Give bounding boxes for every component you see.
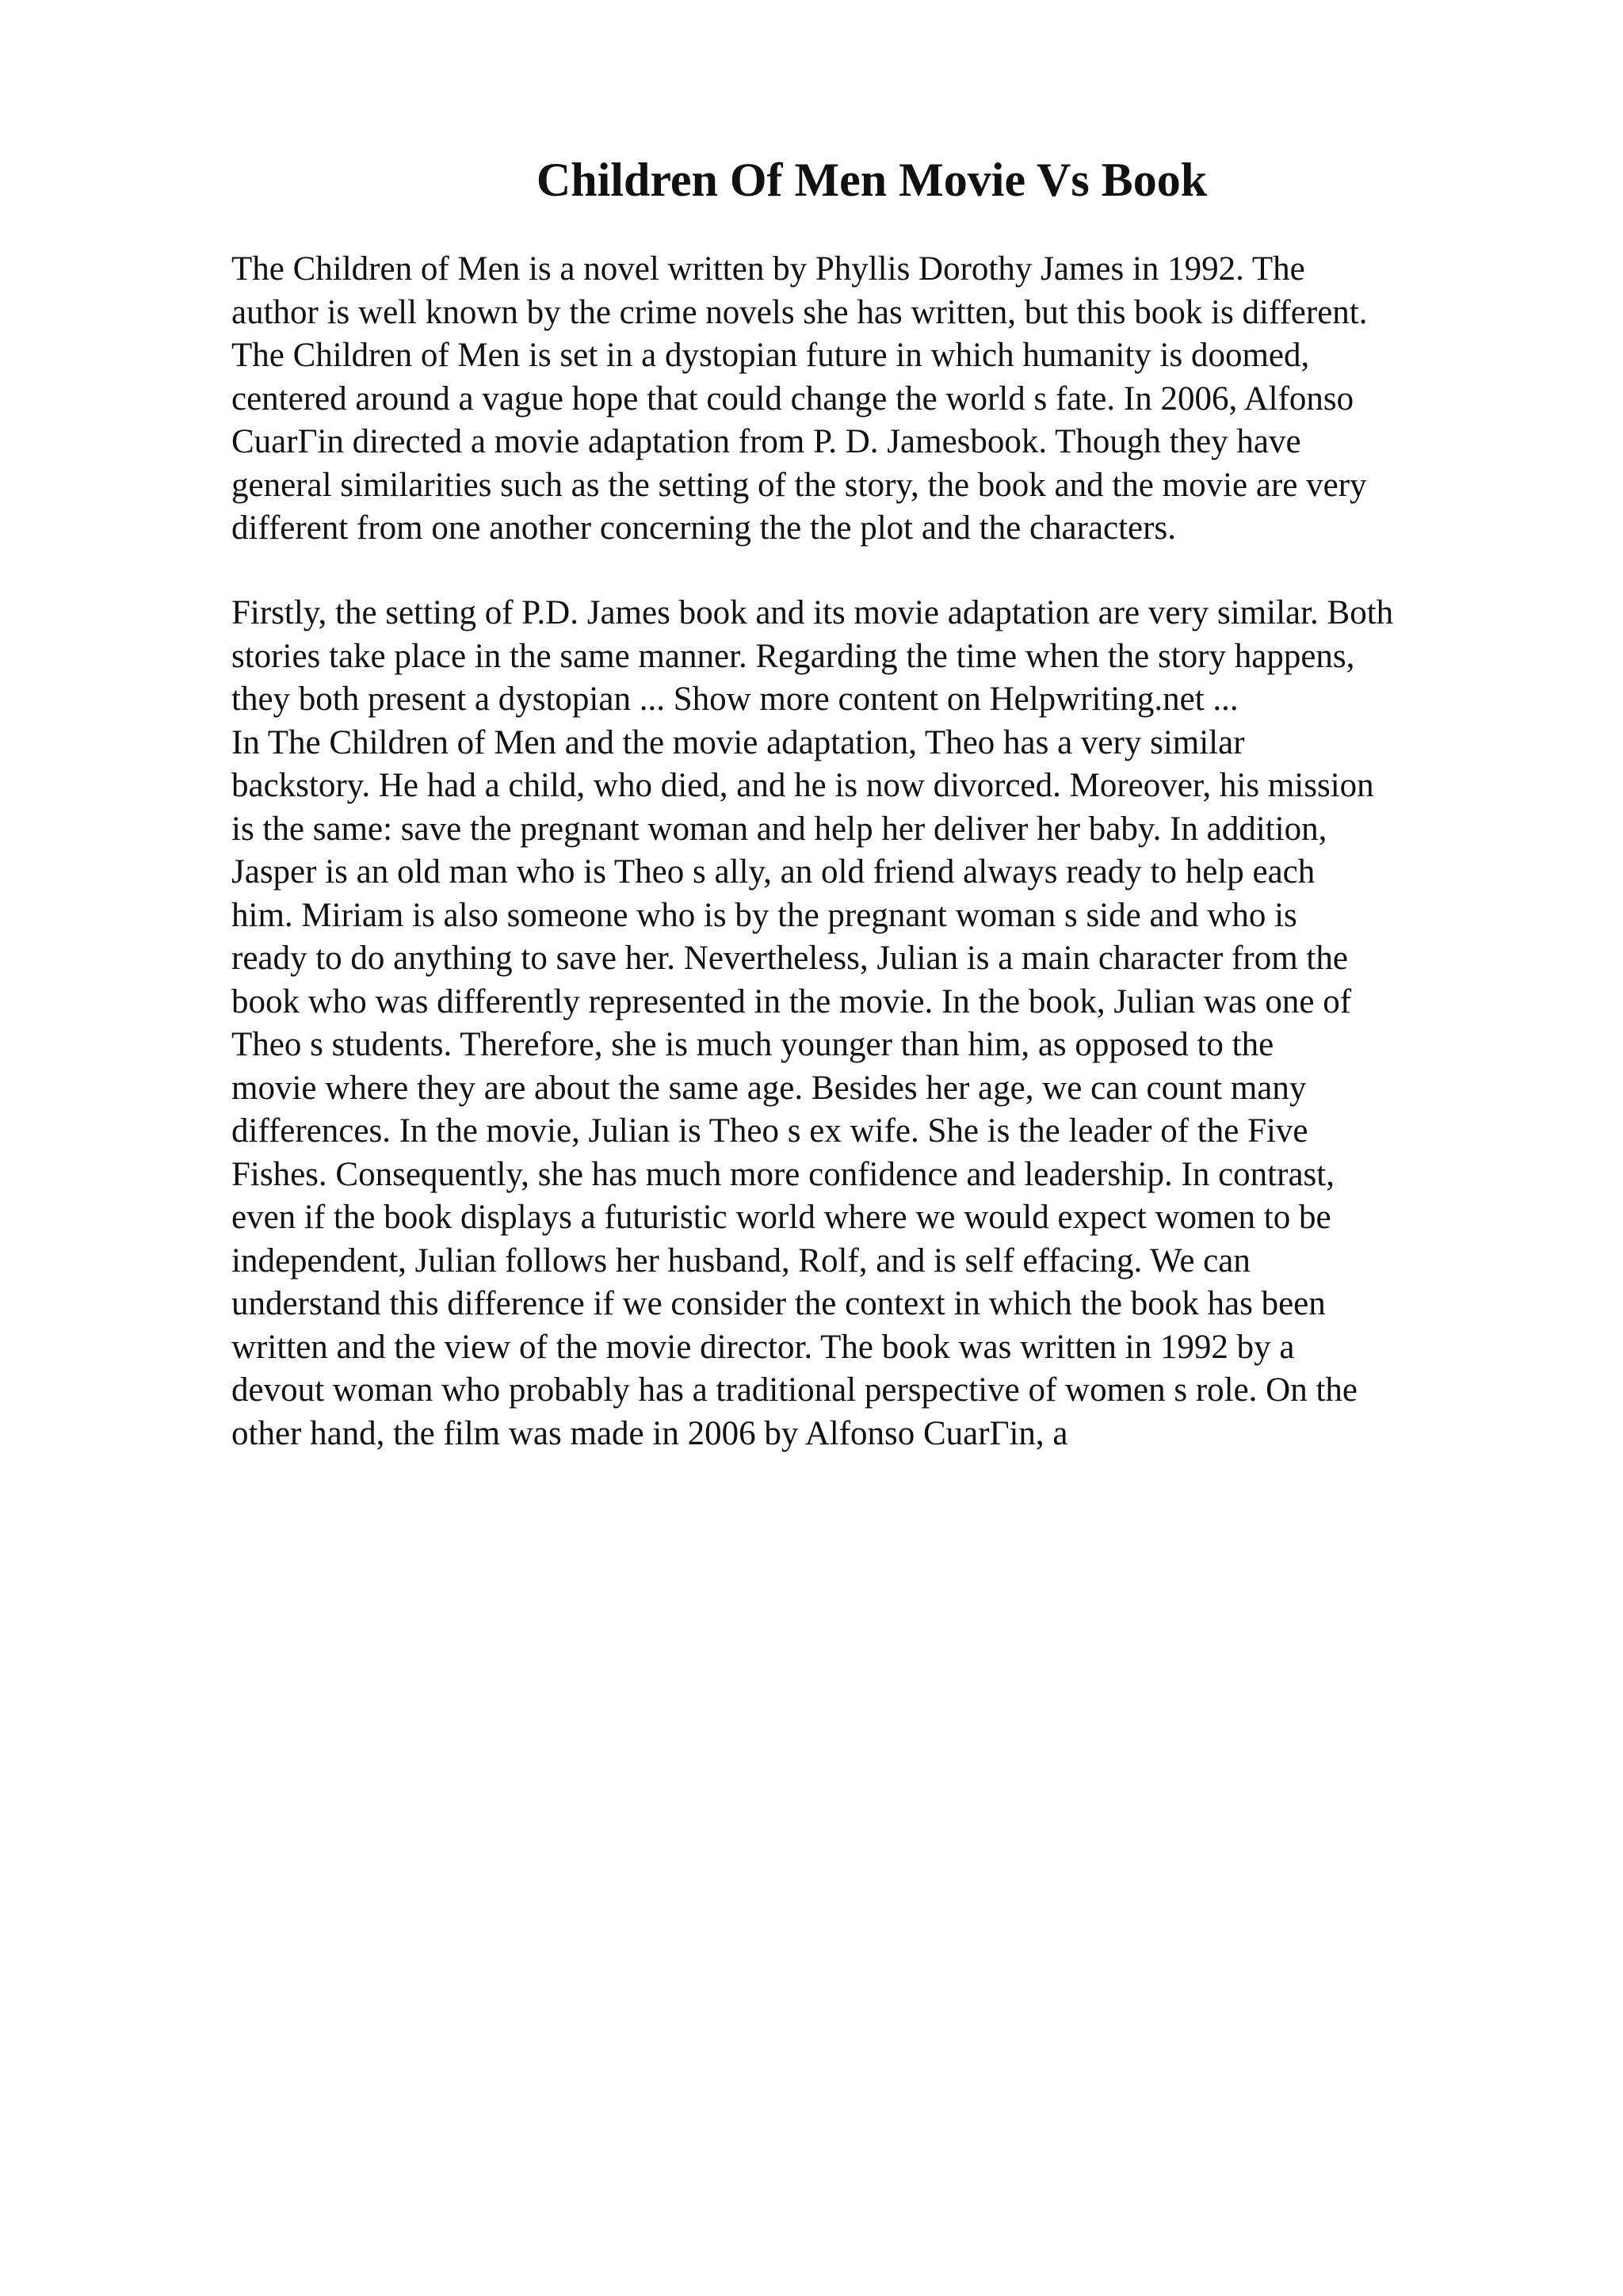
text-line: centered around a vague hope that could change the world s fate. In 2006, Alfonso — [231, 379, 1354, 418]
text-line: different from one another concerning the the plot and the characters. — [231, 509, 1176, 547]
text-line: they both present a dystopian ... Show more content on Helpwriting.net ... — [231, 681, 1239, 718]
text-line: understand this difference if we consider the context in which the book has been — [231, 1285, 1326, 1322]
document-title: Children Of Men Movie Vs Book — [536, 154, 1208, 206]
text-line: In The Children of Men and the movie adaptation, Theo has a very similar — [231, 723, 1245, 761]
text-line: ready to do anything to save her. Nevertheless, Julian is a main character from the — [231, 940, 1348, 977]
text-line: him. Miriam is also someone who is by the pregnant woman s side and who is — [231, 896, 1297, 934]
text-line: written and the view of the movie director. The book was written in 1992 by a — [231, 1328, 1295, 1366]
text-line: movie where they are about the same age. Besides her age, we can count many — [231, 1069, 1307, 1107]
text-line: independent, Julian follows her husband, Rolf, and is self effacing. We can — [231, 1241, 1251, 1280]
paragraph-body — [231, 592, 1594, 1455]
text-line: devout woman who probably has a traditional perspective of women s role. On the — [231, 1371, 1358, 1409]
text-line: general similarities such as the setting of the story, the book and the movie are very — [231, 466, 1367, 504]
text-line: backstory. He had a child, who died, and he is now divorced. Moreover, his mission — [231, 767, 1374, 804]
text-line: CuarΓin directed a movie adaptation from P. D. Jamesbook. Though they have — [231, 423, 1301, 460]
text-line: other hand, the film was made in 2006 by Alfonso CuarΓin, a — [231, 1414, 1068, 1452]
text-line: Jasper is an old man who is Theo s ally, an old friend always ready to help each — [231, 853, 1316, 891]
text-line: The Children of Men is set in a dystopian future in which humanity is doomed, — [231, 337, 1310, 374]
text-line: author is well known by the crime novels she has written, but this book is different. — [231, 293, 1368, 331]
text-line: Fishes. Consequently, she has much more confidence and leadership. In contrast, — [231, 1155, 1335, 1193]
text-line: stories take place in the same manner. Regarding the time when the story happens, — [231, 637, 1355, 675]
text-line: Firstly, the setting of P.D. James book and its movie adaptation are very similar. Both — [231, 594, 1394, 631]
paragraph-intro — [231, 248, 1594, 551]
text-line: The Children of Men is a novel written by Phyllis Dorothy James in 1992. The — [231, 250, 1305, 288]
text-line: is the same: save the pregnant woman and help her deliver her baby. In addition, — [231, 810, 1327, 848]
text-line: differences. In the movie, Julian is Theo s ex wife. She is the leader of the Five — [231, 1112, 1308, 1150]
text-line: book who was differently represented in the movie. In the book, Julian was one of — [231, 982, 1352, 1020]
text-line: even if the book displays a futuristic world where we would expect women to be — [231, 1199, 1331, 1236]
text-line: Theo s students. Therefore, she is much younger than him, as opposed to the — [231, 1026, 1274, 1063]
